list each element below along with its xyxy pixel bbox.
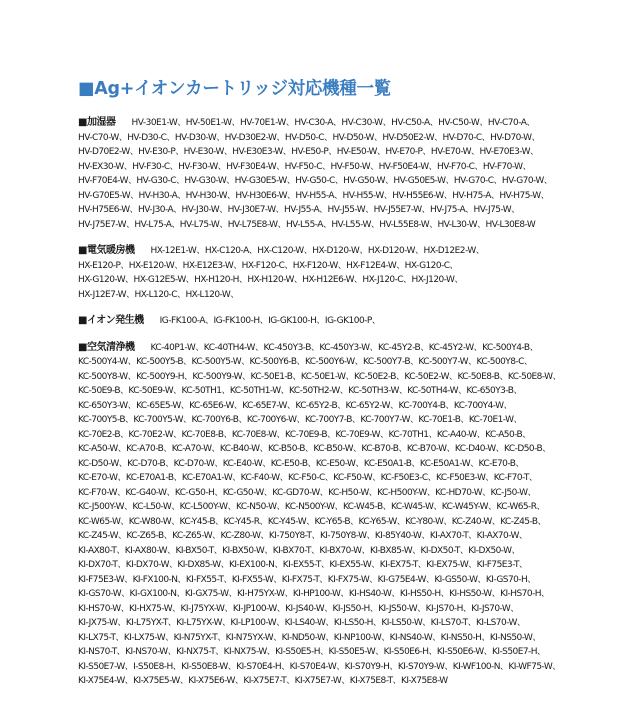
section-header	[78, 341, 562, 356]
model-list-line: KC-50E9-B、KC-50E9-W、KC-50TH1、KC-50TH1-W、KC-50TH2-W、KC-50TH3-W、KC-50TH4-W、KC-650Y3-B、	[78, 386, 522, 396]
model-list-line: HV-30E1-W、HV-50E1-W、HV-70E1-W、HV-C30-A、HV-C30-W、HV-C50-A、HV-C50-W、HV-C70-A、	[131, 118, 535, 128]
section-label: ■イオン発生機	[78, 315, 144, 326]
model-list-line: KC-Z45-W、KC-Z65-B、KC-Z65-W、KC-Z80-W、KI-750Y8-T、KI-750Y8-W、KI-85Y40-W、KI-AX70-T、KI-AX70-W、	[78, 531, 528, 541]
section-label: ■加湿器	[78, 117, 116, 128]
model-list-line: KI-F75E3-W、KI-FX100-N、KI-FX55-T、KI-FX55-W、KI-FX75-T、KI-FX75-W、KI-G75E4-W、KI-GS50-W、KI-GS70-H、	[78, 574, 536, 585]
model-list-line: HV-H75E6-W、HV-J30-A、HV-J30-W、HV-J30E7-W、HV-J55-A、HV-J55-W、HV-J55E7-W、HV-J75-A、HV-J75-W、	[78, 205, 520, 215]
model-list-line: HV-D70E2-W、HV-E30-P、HV-E30-W、HV-E30E3-W、HV-E50-P、HV-E50-W、HV-E70-P、HV-E70-W、HV-E70E3-W、	[78, 147, 539, 157]
model-list-line: KC-A50-W、KC-A70-B、KC-A70-W、KC-B40-W、KC-B50-B、KC-B50-W、KC-B70-B、KC-B70-W、KC-D40-W、KC-D50-B、	[78, 444, 551, 454]
page-title: ■Ag+イオンカートリッジ対応機種一覧	[78, 79, 391, 99]
model-list-line: KI-HS70-W、KI-HX75-W、KI-J75YX-W、KI-JP100-W、KI-JS40-W、KI-JS50-H、KI-JS50-W、KI-JS70-H、KI-JS70-W、	[78, 603, 519, 614]
section-header	[78, 244, 562, 259]
model-list-line: KC-W65-W、KC-W80-W、KC-Y45-B、KC-Y45-R、KC-Y45-W、KC-Y65-B、KC-Y65-W、KC-Y80-W、KC-Z40-W、KC-Z45-B、	[78, 516, 546, 527]
section-label: ■空気清浄機	[78, 341, 135, 353]
model-list-line: KC-J500Y-W、KC-L50-W、KC-L500Y-W、KC-N50-W、KC-N500Y-W、KC-W45-B、KC-W45-W、KC-W45Y-W、KC-W65-R、	[78, 502, 545, 512]
model-list-line: HV-EX30-W、HV-F30-C、HV-F30-W、HV-F30E4-W、HV-F50-C、HV-F50-W、HV-F50E4-W、HV-F70-C、HV-F70-W、	[78, 161, 531, 172]
section-air-purifier	[78, 341, 562, 689]
model-list-line: KI-DX70-T、KI-DX70-W、KI-DX85-W、KI-EX100-N、KI-EX55-T、KI-EX55-W、KI-EX75-T、KI-EX75-W、KI-F75E3-T、	[78, 560, 528, 570]
model-list-line: KI-GS70-W、KI-GX100-N、KI-GX75-W、KI-H75YX-W、KI-HP100-W、KI-HS40-W、KI-HS50-H、KI-HS50-W、KI-HS70-H、	[78, 589, 550, 599]
model-list-line: KC-500Y4-W、KC-500Y5-B、KC-500Y5-W、KC-500Y6-B、KC-500Y6-W、KC-500Y7-B、KC-500Y7-W、KC-500Y8-C、	[78, 357, 533, 367]
model-list-line: KC-D50-W、KC-D70-B、KC-D70-W、KC-E40-W、KC-E50-B、KC-E50-W、KC-E50A1-B、KC-E50A1-W、KC-E70-B、	[78, 458, 524, 469]
model-list-line: KC-650Y3-W、KC-65E5-W、KC-65E6-W、KC-65E7-W、KC-65Y2-B、KC-65Y2-W、KC-700Y4-B、KC-700Y4-W、	[78, 400, 512, 411]
model-list-line: HV-F70E4-W、HV-G30-C、HV-G30-W、HV-G30E5-W、HV-G50-C、HV-G50-W、HV-G50E5-W、HV-G70-C、HV-G70-W、	[78, 176, 553, 186]
model-list-line: KC-70E2-B、KC-70E2-W、KC-70E8-B、KC-70E8-W、KC-70E9-B、KC-70E9-W、KC-70TH1、KC-A40-W、KC-A50-B、	[78, 429, 531, 440]
model-list-line: KI-LX75-T、KI-LX75-W、KI-N75YX-T、KI-N75YX-W、KI-ND50-W、KI-NP100-W、KI-NS40-W、KI-NS50-H、KI-NS50-W、	[78, 632, 541, 643]
model-list-line: KI-JX75-W、KI-L75YX-T、KI-L75YX-W、KI-LP100-W、KI-LS40-W、KI-LS50-H、KI-LS50-W、KI-LS70-T、KI-LS70-W、	[78, 618, 526, 628]
model-list-line: KC-500Y8-W、KC-500Y9-H、KC-500Y9-W、KC-50E1-B、KC-50E1-W、KC-50E2-B、KC-50E2-W、KC-50E8-B、KC-50E8-W、	[78, 371, 561, 382]
model-list-line: KI-NS70-T、KI-NS70-W、KI-NX75-T、KI-NX75-W、KI-S50E5-H、KI-S50E5-W、KI-S50E6-H、KI-S50E6-W、KI-S50E7-H、	[78, 647, 546, 657]
model-list-line: HX-G120-W、HX-G12E5-W、HX-H120-H、HX-H120-W、HX-H12E6-W、HX-J120-C、HX-J120-W、	[78, 275, 463, 285]
model-list-line: HX-12E1-W、HX-C120-A、HX-C120-W、HX-D120-W、HX-D120-W、HX-D12E2-W、	[150, 246, 485, 256]
model-list-line: HX-E120-P、HX-E120-W、HX-E12E3-W、HX-F120-C、HX-F120-W、HX-F12E4-W、HX-G120-C、	[78, 260, 458, 271]
section-humidifier	[78, 116, 562, 232]
model-list-line: KI-S50E7-W、I-S50E8-H、KI-S50E8-W、KI-S70E4-H、KI-S70E4-W、KI-S70Y9-H、KI-S70Y9-W、KI-WF100-N、KI-WF75-W、	[78, 661, 561, 672]
model-list-line: KC-700Y5-B、KC-700Y5-W、KC-700Y6-B、KC-700Y6-W、KC-700Y7-B、KC-700Y7-W、KC-70E1-B、KC-70E1-W、	[78, 415, 522, 425]
model-list-line: KI-AX80-T、KI-AX80-W、KI-BX50-T、KI-BX50-W、KI-BX70-T、KI-BX70-W、KI-BX85-W、KI-DX50-T、KI-DX50-W、	[78, 545, 520, 556]
model-list-line: KC-40P1-W、KC-40TH4-W、KC-450Y3-B、KC-450Y3-W、KC-45Y2-B、KC-45Y2-W、KC-500Y4-B、	[150, 342, 539, 353]
section-heater	[78, 244, 562, 302]
section-label: ■電気暖房機	[78, 245, 135, 256]
model-list-line: KC-F70-W、KC-G40-W、KC-G50-H、KC-G50-W、KC-GD70-W、KC-H50-W、KC-H500Y-W、KC-HD70-W、KC-J50-W、	[78, 487, 536, 498]
page	[78, 78, 562, 701]
model-list-line: KI-X75E4-W、KI-X75E5-W、KI-X75E6-W、KI-X75E7-T、KI-X75E7-W、KI-X75E8-T、KI-X75E8-W	[78, 676, 448, 686]
section-header	[78, 116, 562, 131]
model-list-line: HV-C70-W、HV-D30-C、HV-D30-W、HV-D30E2-W、HV-D50-C、HV-D50-W、HV-D50E2-W、HV-D70-C、HV-D70-W、	[78, 132, 540, 143]
model-list-line: IG-FK100-A、IG-FK100-H、IG-GK100-H、IG-GK100-P、	[159, 316, 381, 326]
model-list-line: HX-J12E7-W、HX-L120-C、HX-L120-W、	[78, 289, 239, 300]
section-header	[78, 314, 562, 329]
model-list-line: HV-J75E7-W、HV-L75-A、HV-L75-W、HV-L75E8-W、HV-L55-A、HV-L55-W、HV-L55E8-W、HV-L30-W、HV-L30E8-W	[78, 219, 536, 230]
model-list-line: KC-E70-W、KC-E70A1-B、KC-E70A1-W、KC-F40-W、KC-F50-C、KC-F50-W、KC-F50E3-C、KC-F50E3-W、KC-F70-T、	[78, 473, 538, 483]
section-ion-generator	[78, 314, 562, 329]
model-list-line: HV-G70E5-W、HV-H30-A、HV-H30-W、HV-H30E6-W、HV-H55-A、HV-H55-W、HV-H55E6-W、HV-H75-A、HV-H75-W、	[78, 190, 550, 201]
